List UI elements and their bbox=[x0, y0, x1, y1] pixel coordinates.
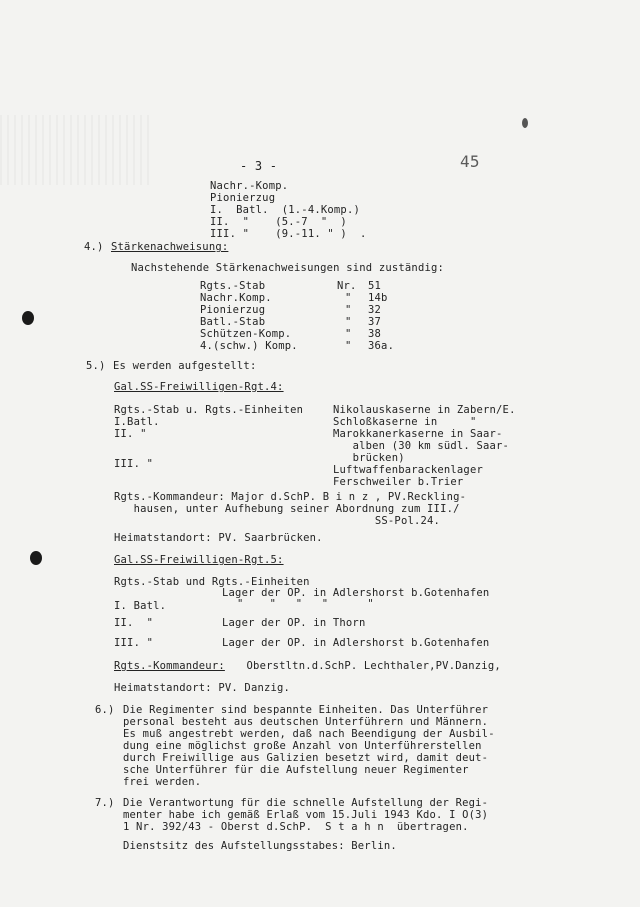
commander-line: Rgts.-Kommandeur: Major d.SchP. B i n z , PV.Reckling- bbox=[114, 491, 467, 503]
table-cell: Rgts.-Stab u. Rgts.-Einheiten bbox=[114, 404, 304, 416]
regiment-heading: Gal.SS-Freiwilligen-Rgt.5: bbox=[114, 554, 284, 566]
table-cell: Marokkanerkaserne in Saar- bbox=[333, 428, 503, 440]
folio-number: 45 bbox=[460, 152, 480, 171]
regiment-heading: Gal.SS-Freiwilligen-Rgt.4: bbox=[114, 381, 284, 393]
table-cell: Lager der OP. in Thorn bbox=[222, 617, 366, 629]
paragraph-line: sche Unterführer für die Aufstellung neuer Regimenter bbox=[123, 764, 469, 776]
table-cell: " bbox=[345, 328, 352, 340]
table-cell: " bbox=[345, 316, 352, 328]
paragraph-line: durch Freiwillige aus Galizien besetzt wird, damit deut- bbox=[123, 752, 489, 764]
home-station: Heimatstandort: PV. Saarbrücken. bbox=[114, 532, 323, 544]
section-intro: Nachstehende Stärkenachweisungen sind zuständig: bbox=[131, 262, 445, 274]
table-cell: " bbox=[345, 304, 352, 316]
section-number: 5.) bbox=[86, 360, 106, 372]
paragraph-line: Es muß angestrebt werden, daß nach Beendigung der Ausbil- bbox=[123, 728, 495, 740]
section-number: 6.) bbox=[95, 704, 115, 716]
office-seat: Dienstsitz des Aufstellungsstabes: Berlin. bbox=[123, 840, 397, 852]
table-cell: 38 bbox=[368, 328, 382, 340]
table-cell: Nachr.Komp. bbox=[200, 292, 272, 304]
list-item: II. " (5.-7 " ) bbox=[210, 216, 347, 228]
scan-noise bbox=[0, 115, 150, 185]
table-cell: 36a. bbox=[368, 340, 395, 352]
table-cell: Schützen-Komp. bbox=[200, 328, 292, 340]
section-intro: Es werden aufgestellt: bbox=[113, 360, 257, 372]
commander-line: SS-Pol.24. bbox=[114, 515, 441, 527]
table-cell: 32 bbox=[368, 304, 382, 316]
table-cell: " bbox=[345, 340, 352, 352]
list-item: Pionierzug bbox=[210, 192, 276, 204]
punch-hole-mark bbox=[22, 311, 34, 325]
list-item: III. " (9.-11. " ) . bbox=[210, 228, 367, 240]
paragraph-line: personal besteht aus deutschen Unterführern und Männern. bbox=[123, 716, 489, 728]
commander-text: Oberstltn.d.SchP. Lechthaler,PV.Danzig, bbox=[240, 660, 501, 672]
table-cell: I. Batl. bbox=[114, 600, 167, 612]
table-cell: Lager der OP. in Adlershorst b.Gotenhafen bbox=[222, 637, 490, 649]
table-cell: Nr. bbox=[337, 280, 357, 292]
table-cell: 4.(schw.) Komp. bbox=[200, 340, 298, 352]
list-item: Nachr.-Komp. bbox=[210, 180, 289, 192]
table-cell: Rgts.-Stab bbox=[200, 280, 266, 292]
table-cell: alben (30 km südl. Saar- bbox=[333, 440, 510, 452]
section-number: 7.) bbox=[95, 797, 115, 809]
paragraph-line: Die Regimenter sind bespannte Einheiten. Das Unterführer bbox=[123, 704, 489, 716]
section-number: 4.) bbox=[84, 241, 104, 253]
paragraph-line: 1 Nr. 392/43 - Oberst d.SchP. S t a h n übertragen. bbox=[123, 821, 469, 833]
table-cell: 14b bbox=[368, 292, 388, 304]
table-cell: Ferschweiler b.Trier bbox=[333, 476, 464, 488]
table-cell: I.Batl. bbox=[114, 416, 160, 428]
table-cell: Luftwaffenbarackenlager bbox=[333, 464, 483, 476]
commander-line: hausen, unter Aufhebung seiner Abordnung zum III./ bbox=[114, 503, 460, 515]
page-number: - 3 - bbox=[240, 159, 278, 173]
table-cell: Pionierzug bbox=[200, 304, 266, 316]
table-cell: II. " bbox=[114, 428, 147, 440]
table-cell: Lager der OP. in Adlershorst b.Gotenhafen bbox=[222, 587, 490, 599]
table-cell: " bbox=[345, 292, 352, 304]
table-cell: " " " " " bbox=[237, 598, 374, 610]
section-heading: Stärkenachweisung: bbox=[111, 241, 229, 253]
table-cell: III. " bbox=[114, 458, 154, 470]
speck bbox=[522, 118, 528, 128]
home-station: Heimatstandort: PV. Danzig. bbox=[114, 682, 291, 694]
table-cell: III. " bbox=[114, 637, 154, 649]
paragraph-line: dung eine möglichst große Anzahl von Unterführerstellen bbox=[123, 740, 482, 752]
table-cell: 51 bbox=[368, 280, 382, 292]
table-cell: brücken) bbox=[333, 452, 405, 464]
paragraph-line: frei werden. bbox=[123, 776, 202, 788]
table-cell: Rgts.-Stab und Rgts.-Einheiten bbox=[114, 576, 310, 588]
table-cell: 37 bbox=[368, 316, 382, 328]
paragraph-line: Die Verantwortung für die schnelle Aufstellung der Regi- bbox=[123, 797, 489, 809]
table-cell: Schloßkaserne in " bbox=[333, 416, 477, 428]
table-cell: Nikolauskaserne in Zabern/E. bbox=[333, 404, 516, 416]
table-cell: II. " bbox=[114, 617, 154, 629]
punch-hole-mark bbox=[30, 551, 42, 565]
list-item: I. Batl. (1.-4.Komp.) bbox=[210, 204, 360, 216]
paragraph-line: menter habe ich gemäß Erlaß vom 15.Juli 1943 Kdo. I O(3) bbox=[123, 809, 489, 821]
commander-label: Rgts.-Kommandeur: bbox=[114, 660, 225, 672]
table-cell: Batl.-Stab bbox=[200, 316, 266, 328]
